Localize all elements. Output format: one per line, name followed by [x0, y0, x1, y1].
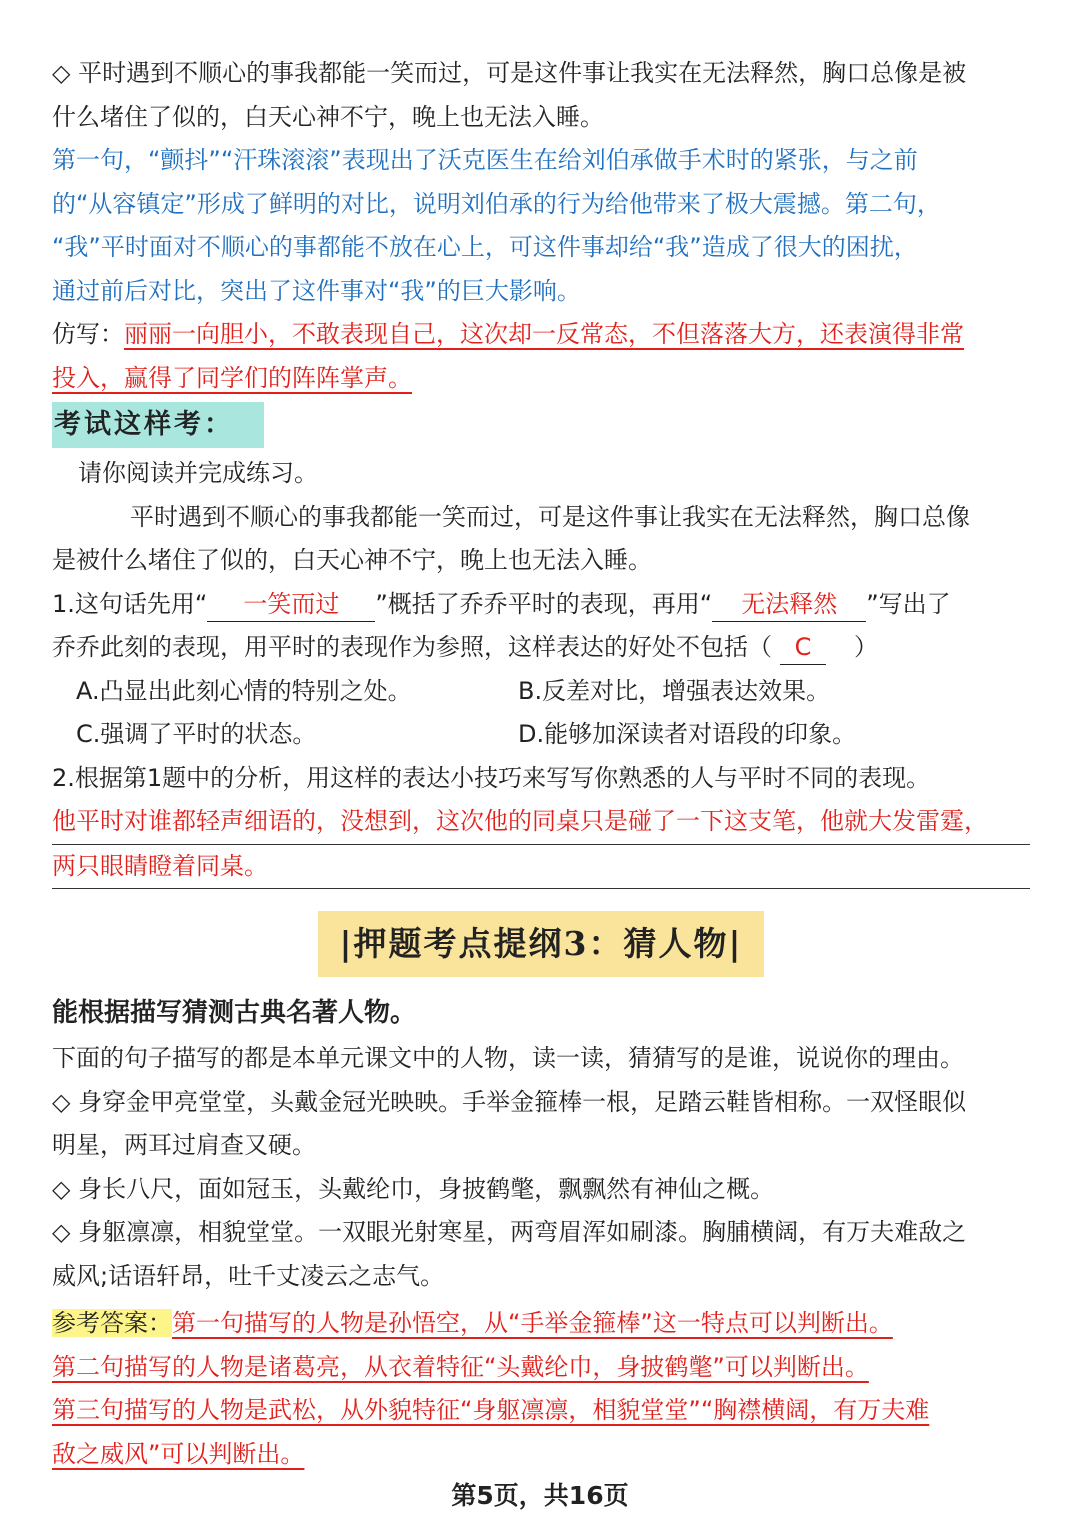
- imitation-line-1: [52, 313, 1030, 357]
- answer-line-2: [52, 1346, 1030, 1390]
- answer-line-1: [52, 1302, 1030, 1346]
- exam-tag-row: [52, 402, 1030, 448]
- document-page: [52, 52, 1030, 1476]
- answer-1: 第一句描写的人物是孙悟空，从“手举金箍棒”这一特点可以判断出。: [172, 1309, 893, 1337]
- imitation-answer-2: 投入，赢得了同学们的阵阵掌声。: [52, 363, 412, 392]
- exam-passage-line-1: 平时遇到不顺心的事我都能一笑而过，可是这件事让我实在无法释然，胸口总像: [130, 502, 970, 531]
- option-b: B.反差对比，增强表达效果。: [518, 676, 831, 705]
- example-quote-line-2: 什么堵住了似的，白天心神不宁，晚上也无法入睡。: [52, 102, 604, 131]
- section-banner-row: [52, 911, 1030, 977]
- q1-text-2: ”概括了乔乔平时的表现，再用“: [375, 589, 713, 618]
- q1-blank-2: 无法释然: [712, 587, 866, 622]
- analysis-line-4: 通过前后对比，突出了这件事对“我”的巨大影响。: [52, 276, 581, 305]
- option-c: C.强调了平时的状态。: [76, 720, 317, 748]
- q1-answer-blank: C: [780, 630, 826, 665]
- description-2: ◇ 身长八尺，面如冠玉，头戴纶巾，身披鹤氅，飘飘然有神仙之概。: [52, 1174, 775, 1203]
- question-1-line-1: [52, 583, 1030, 627]
- imitation-answer-1: 丽丽一向胆小，不敢表现自己，这次却一反常态，不但落落大方，还表演得非常: [124, 320, 964, 348]
- q1-text-4: 乔乔此刻的表现，用平时的表现作为参照，这样表达的好处不包括（: [52, 633, 772, 661]
- option-d: D.能够加深读者对语段的印象。: [518, 720, 857, 748]
- reference-answer-label: 参考答案：: [52, 1309, 172, 1337]
- q1-text-3: ”写出了: [866, 589, 951, 618]
- exam-instruction: 请你阅读并完成练习。: [78, 459, 318, 487]
- description-1-line-2: 明星，两耳过肩查又硬。: [52, 1131, 316, 1159]
- analysis-line-2: 的“从容镇定”形成了鲜明的对比，说明刘伯承的行为给他带来了极大震撼。第二句，: [52, 189, 941, 218]
- answer-line-3: [52, 1389, 1030, 1433]
- example-quote-line-1: ◇ 平时遇到不顺心的事我都能一笑而过，可是这件事让我实在无法释然，胸口总像是被: [52, 59, 967, 87]
- imitation-label: 仿写：: [52, 320, 124, 348]
- section-banner: |押题考点提纲3：猜人物|: [318, 911, 765, 977]
- q2-answer-line-1: 他平时对谁都轻声细语的，没想到，这次他的同桌只是碰了一下这支笔，他就大发雷霆，: [52, 800, 1030, 845]
- options-row-1: [52, 670, 1030, 714]
- analysis-line-3: “我”平时面对不顺心的事都能不放在心上，可这件事却给“我”造成了很大的困扰，: [52, 233, 918, 261]
- description-3-line-2: 威风;话语轩昂，吐千丈凌云之志气。: [52, 1261, 445, 1290]
- q1-close-paren: ）: [854, 633, 878, 661]
- answer-3-part-2: 敌之威风”可以判断出。: [52, 1439, 305, 1468]
- section-intro: 下面的句子描写的都是本单元课文中的人物，读一读，猜猜写的是谁，说说你的理由。: [52, 1044, 964, 1072]
- exam-tag: 考试这样考：: [52, 402, 264, 448]
- q1-text-1: 1.这句话先用“: [52, 589, 208, 618]
- answer-2: 第二句描写的人物是诸葛亮，从衣着特征“头戴纶巾，身披鹤氅”可以判断出。: [52, 1352, 869, 1381]
- imitation-line-2: [52, 357, 1030, 401]
- options-row-2: [52, 713, 1030, 757]
- page-number: 第5页，共16页: [451, 1481, 629, 1510]
- option-a: A.凸显出此刻心情的特别之处。: [76, 676, 412, 705]
- description-1-line-1: ◇ 身穿金甲亮堂堂，头戴金冠光映映。手举金箍棒一根，足踏云鞋皆相称。一双怪眼似: [52, 1087, 967, 1116]
- analysis-line-1: 第一句，“颤抖”“汗珠滚滚”表现出了沃克医生在给刘伯承做手术时的紧张，与之前: [52, 146, 918, 174]
- answer-line-4: [52, 1433, 1030, 1477]
- question-2: 2.根据第1题中的分析，用这样的表达小技巧来写写你熟悉的人与平时不同的表现。: [52, 763, 931, 792]
- q2-answer-line-2: 两只眼睛瞪着同桌。: [52, 845, 1030, 890]
- description-3-line-1: ◇ 身躯凛凛，相貌堂堂。一双眼光射寒星，两弯眉浑如刷漆。胸脯横阔，有万夫难敌之: [52, 1218, 967, 1246]
- exam-passage-line-2: 是被什么堵住了似的，白天心神不宁，晚上也无法入睡。: [52, 546, 652, 574]
- question-1-line-2: [52, 626, 1030, 670]
- section-subheading: 能根据描写猜测古典名著人物。: [52, 998, 417, 1028]
- answer-3-part-1: 第三句描写的人物是武松，从外貌特征“身躯凛凛，相貌堂堂”“胸襟横阔，有万夫难: [52, 1396, 930, 1424]
- q1-blank-1: 一笑而过: [207, 587, 375, 622]
